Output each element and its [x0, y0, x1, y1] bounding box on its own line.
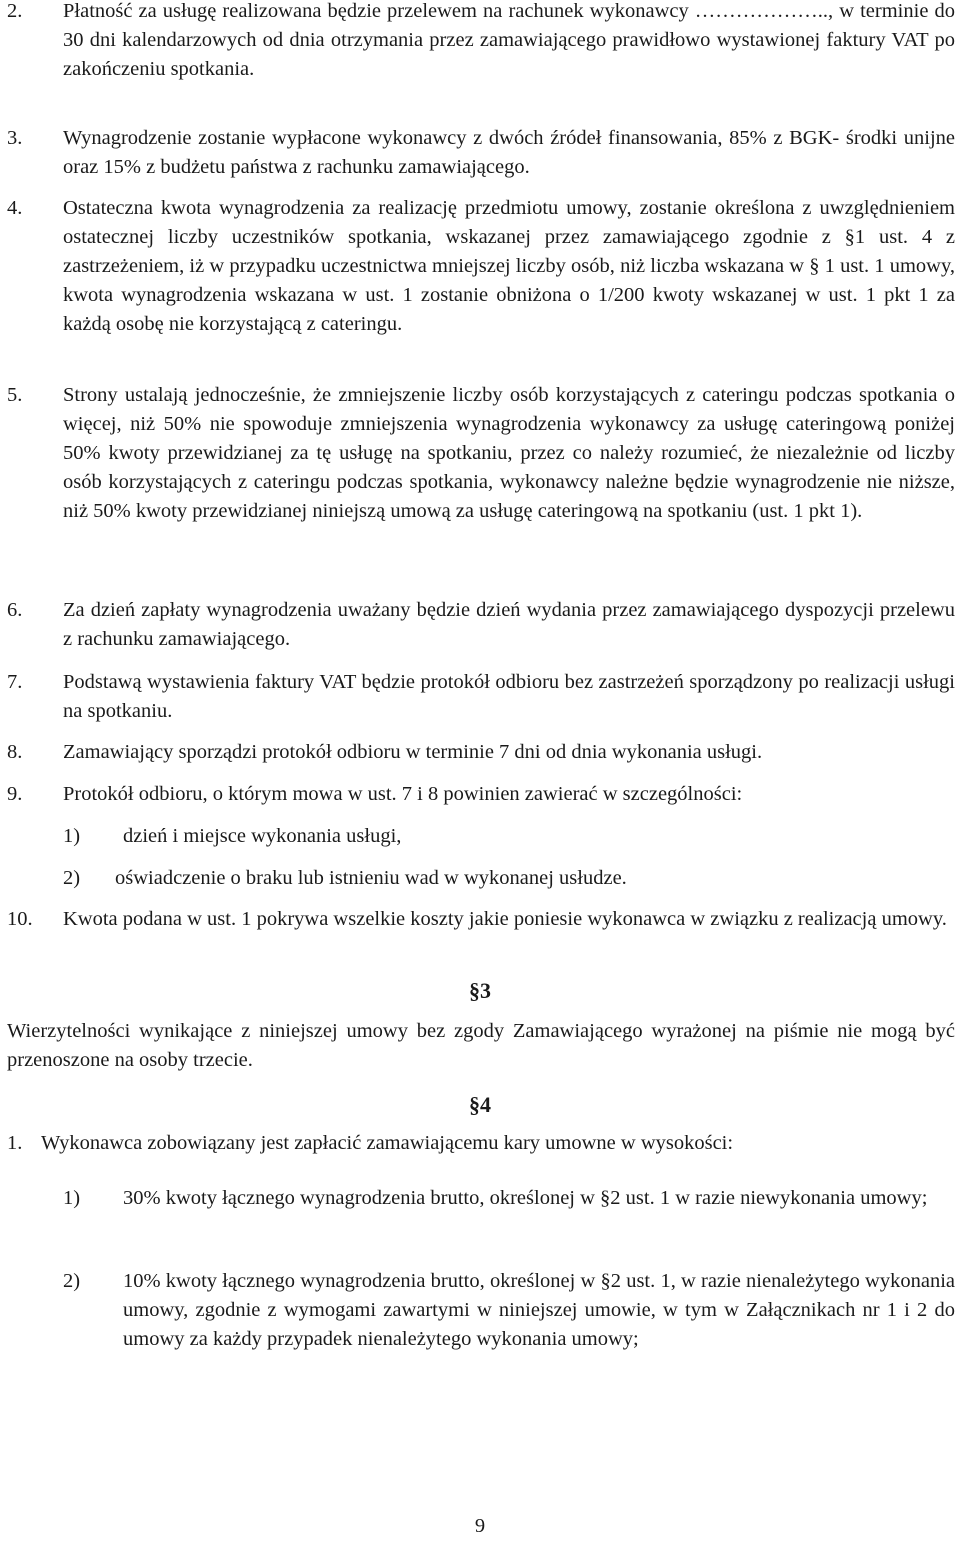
item-text: Protokół odbioru, o którym mowa w ust. 7 i 8 powinien zawierać w szczególności: — [63, 783, 743, 805]
list-item — [7, 1129, 955, 1158]
sub-list-item — [63, 1267, 955, 1354]
sub-item-text: dzień i miejsce wykonania usługi, — [123, 825, 402, 847]
list-item — [7, 668, 955, 726]
sub-item-text: 10% kwoty łącznego wynagrodzenia brutto, określonej w §2 ust. 1, w razie nienależytego wykonania umowy, zgodnie z wymogami zawartymi w niniejszej umowie, w tym w Załącznikach nr 1 i 2 do umowy za każdy przypadek nienależytego wykonania umowy; — [123, 1270, 955, 1350]
list-item — [7, 780, 955, 809]
sub-item-number: 1) — [63, 1187, 81, 1209]
sub-item-text: oświadczenie o braku lub istnieniu wad w wykonanej usłudze. — [115, 867, 627, 889]
item-number: 8. — [7, 741, 23, 763]
sub-item-number: 2) — [63, 867, 81, 889]
item-number: 1. — [7, 1132, 23, 1154]
item-text: Kwota podana w ust. 1 pokrywa wszelkie koszty jakie poniesie wykonawca w związku z realizacją umowy. — [63, 908, 947, 930]
item-number: 5. — [7, 384, 23, 406]
list-item — [7, 124, 955, 182]
item-number: 9. — [7, 783, 23, 805]
item-number: 3. — [7, 127, 23, 149]
paragraph: Wierzytelności wynikające z niniejszej umowy bez zgody Zamawiającego wyrażonej na piśmie nie mogą być przenoszone na osoby trzecie. — [7, 1020, 955, 1071]
sub-item-text: 30% kwoty łącznego wynagrodzenia brutto, określonej w §2 ust. 1 w razie niewykonania umowy; — [123, 1187, 928, 1209]
item-number: 6. — [7, 599, 23, 621]
item-text: Strony ustalają jednocześnie, że zmniejszenie liczby osób korzystających z cateringu podczas spotkania o więcej, niż 50% nie spowoduje zmniejszenia wynagrodzenia wykonawcy za usługę cateringową poniżej 50% kwoty przewidzianej za tę usługę na spotkaniu, przez co należy rozumieć, że niezależnie od liczby osób korzystających z cateringu podczas spotkania, wykonawcy należne będzie wynagrodzenie nie niższe, niż 50% kwoty przewidzianej niniejszą umową za usługę cateringową na spotkaniu (ust. 1 pkt 1). — [63, 384, 955, 522]
sub-list-item — [63, 1184, 955, 1213]
item-text: Zamawiający sporządzi protokół odbioru w terminie 7 dni od dnia wykonania usługi. — [63, 741, 763, 763]
list-item — [7, 0, 955, 84]
sub-list-item — [63, 822, 955, 851]
list-item — [7, 381, 955, 526]
sub-list-item — [63, 864, 955, 893]
list-item — [7, 194, 955, 339]
list-item — [7, 905, 955, 934]
item-text: Wynagrodzenie zostanie wypłacone wykonawcy z dwóch źródeł finansowania, 85% z BGK- środki unijne oraz 15% z budżetu państwa z rachunku zamawiającego. — [63, 127, 955, 178]
item-number: 7. — [7, 671, 23, 693]
sub-item-number: 2) — [63, 1270, 81, 1292]
item-number: 4. — [7, 197, 23, 219]
section-heading: §4 — [469, 1092, 491, 1117]
item-text: Podstawą wystawienia faktury VAT będzie protokół odbioru bez zastrzeżeń sporządzony po realizacji usługi na spotkaniu. — [63, 671, 955, 722]
item-text: Wykonawca zobowiązany jest zapłacić zamawiającemu kary umowne w wysokości: — [41, 1132, 734, 1154]
list-item — [7, 596, 955, 654]
item-text: Za dzień zapłaty wynagrodzenia uważany będzie dzień wydania przez zamawiającego dyspozycji przelewu z rachunku zamawiającego. — [63, 599, 955, 650]
item-text: Ostateczna kwota wynagrodzenia za realizację przedmiotu umowy, zostanie określona z uwzględnieniem ostatecznej liczby uczestników spotkania, wskazanej przez zamawiającego zgodnie z §1 ust. 4 z zastrzeżeniem, iż w przypadku uczestnictwa mniejszej liczby osób, niż liczba wskazana w § 1 ust. 1 umowy, kwota wynagrodzenia wskazana w ust. 1 zostanie obniżona o 1/200 kwoty wskazanej w ust. 1 pkt 1 za każdą osobę nie korzystającą z cateringu. — [63, 197, 955, 335]
item-number: 10. — [7, 908, 33, 930]
item-text: Płatność za usługę realizowana będzie przelewem na rachunek wykonawcy ……………….., w terminie do 30 dni kalendarzowych od dnia otrzymania przez zamawiającego prawidłowo wystawionej faktury VAT po zakończeniu spotkania. — [63, 0, 955, 80]
section-heading: §3 — [469, 978, 491, 1003]
item-number: 2. — [7, 0, 23, 22]
list-item — [7, 738, 955, 767]
page-number: 9 — [474, 1515, 486, 1537]
sub-item-number: 1) — [63, 825, 81, 847]
